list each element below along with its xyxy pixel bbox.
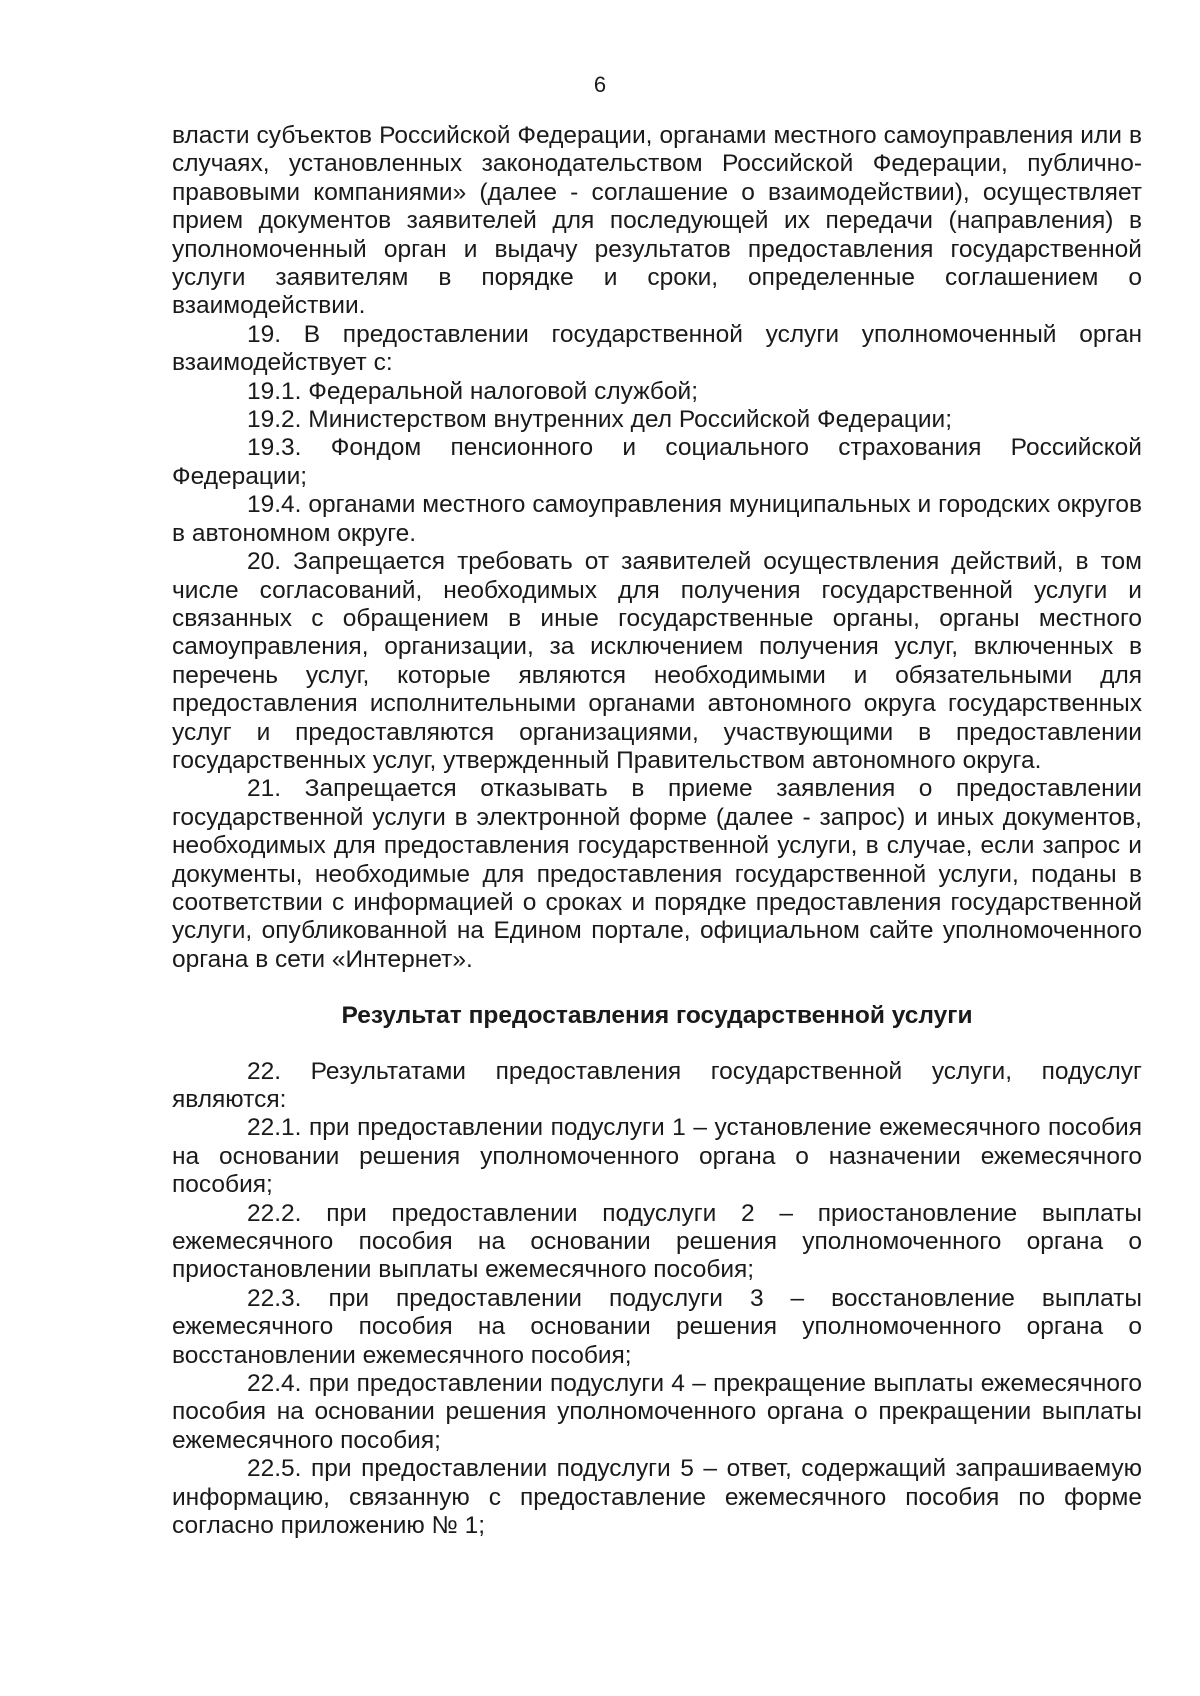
paragraph-item-22: 22. Результатами предоставления государственной услуги, подуслуг являются: (172, 1057, 1142, 1113)
paragraph-item-19-4: 19.4. органами местного самоуправления муниципальных и городских округов в автономном округе. (172, 491, 1142, 547)
paragraph-item-22-1: 22.1. при предоставлении подуслуги 1 – установление ежемесячного пособия на основании решения уполномоченного органа о назначении ежемесячного пособия; (172, 1114, 1142, 1199)
paragraph-item-19: 19. В предоставлении государственной услуги уполномоченный орган взаимодействует с: (172, 320, 1142, 377)
paragraph-item-22-3: 22.3. при предоставлении подуслуги 3 – восстановление выплаты ежемесячного пособия на основании решения уполномоченного органа о восстановлении ежемесячного пособия; (172, 1284, 1142, 1369)
section-heading: Результат предоставления государственной услуги (341, 1002, 973, 1030)
paragraph-item-22-5: 22.5. при предоставлении подуслуги 5 – ответ, содержащий запрашиваемую информацию, связанную с предоставление ежемесячного пособия по форме согласно приложению № 1; (172, 1455, 1142, 1540)
document-body (172, 122, 1142, 1541)
paragraph-item-21: 21. Запрещается отказывать в приеме заявления о предоставлении государственной услуги в электронной форме (далее - запрос) и иных документов, необходимых для предоставления государственной услуги, в случае, если запрос и документы, необходимые для предоставления государственной услуги, поданы в соответствии с информацией о сроках и порядке предоставления государственной услуги, опубликованной на Едином портале, официальном сайте уполномоченного органа в сети «Интернет». (172, 775, 1142, 973)
paragraph-item-19-3: 19.3. Фондом пенсионного и социального страхования Российской Федерации; (172, 434, 1142, 490)
page-number: 6 (593, 72, 607, 97)
paragraph-continuation: власти субъектов Российской Федерации, органами местного самоуправления или в случаях, установленных законодательством Российской Федерации, публично-правовыми компаниями» (далее - соглашение о взаимодействии), осуществляет прием документов заявителей для последующей их передачи (направления) в уполномоченный орган и выдачу результатов предоставления государственной услуги заявителям в порядке и сроки, определенные соглашением о взаимодействии. (172, 122, 1142, 320)
paragraph-item-22-4: 22.4. при предоставлении подуслуги 4 – прекращение выплаты ежемесячного пособия на основании решения уполномоченного органа о прекращении выплаты ежемесячного пособия; (172, 1370, 1142, 1454)
paragraph-item-20: 20. Запрещается требовать от заявителей осуществления действий, в том числе согласований, необходимых для получения государственной услуги и связанных с обращением в иные государственные органы, органы местного самоуправления, организации, за исключением получения услуг, включенных в перечень услуг, которые являются необходимыми и обязательными для предоставления исполнительными органами автономного округа государственных услуг и предоставляются организациями, участвующими в предоставлении государственных услуг, утвержденный Правительством автономного округа. (172, 548, 1142, 774)
paragraph-item-19-2: 19.2. Министерством внутренних дел Российской Федерации; (247, 406, 953, 434)
paragraph-item-19-1: 19.1. Федеральной налоговой службой; (247, 377, 699, 405)
paragraph-item-22-2: 22.2. при предоставлении подуслуги 2 – приостановление выплаты ежемесячного пособия на основании решения уполномоченного органа о приостановлении выплаты ежемесячного пособия; (172, 1199, 1142, 1284)
